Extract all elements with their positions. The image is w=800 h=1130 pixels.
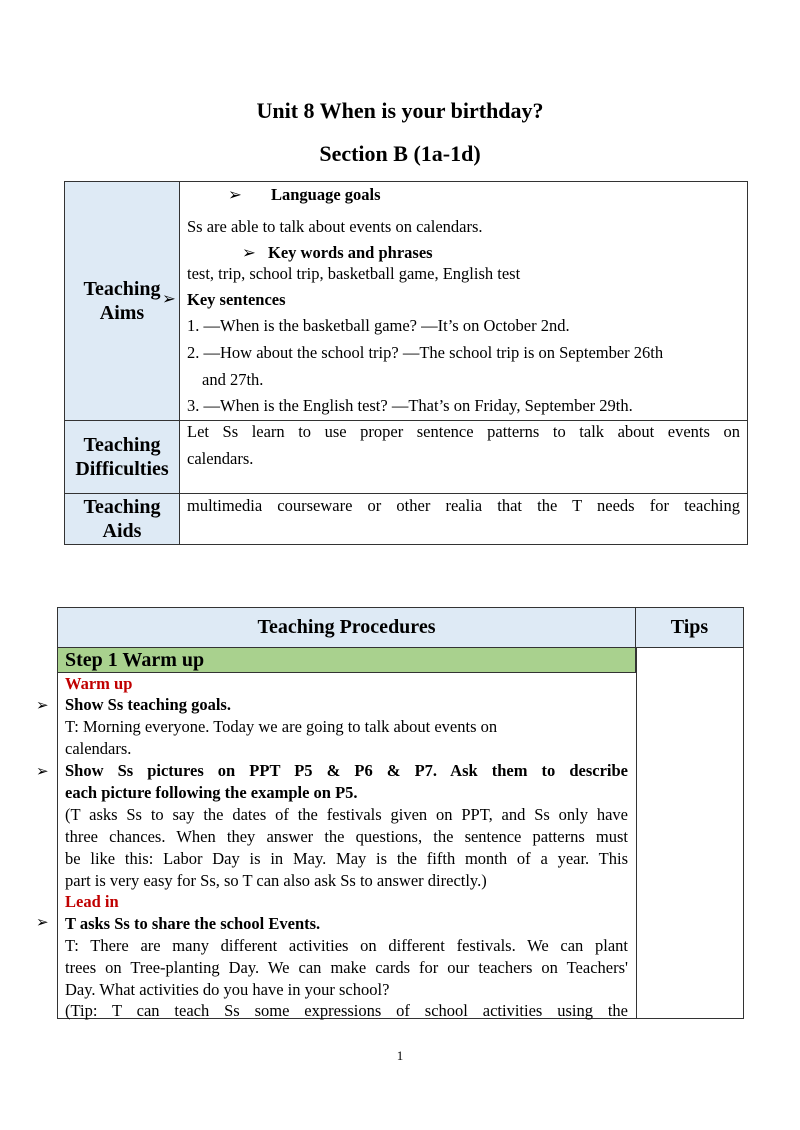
show-pictures-1: Show Ss pictures on PPT P5 & P6 & P7. Ask them to describe (65, 761, 628, 780)
sentence-1: 1. —When is the basketball game? —It’s on October 2nd. (187, 316, 570, 335)
difficulties-line-1: Let Ss learn to use proper sentence patterns to talk about events on (187, 422, 740, 441)
key-words-text: test, trip, school trip, basketball game, English test (187, 264, 521, 283)
procedures-table (57, 607, 744, 1019)
tips-column (636, 648, 743, 1018)
sentence-3: 3. —When is the English test? —That’s on Friday, September 29th. (187, 396, 633, 415)
goals-line-2: calendars. (65, 739, 132, 758)
arrow-bullet-icon: ➢ (162, 289, 176, 308)
aids-line-1: multimedia courseware or other realia that the T needs for teaching (187, 496, 740, 515)
note-line-3: be like this: Labor Day is in May. May is the fifth month of a year. This (65, 849, 628, 868)
show-goals: Show Ss teaching goals. (65, 695, 231, 714)
step-1-heading: Step 1 Warm up (58, 648, 636, 673)
teaching-overview-table (64, 181, 748, 545)
arrow-bullet-icon: ➢ (36, 915, 49, 931)
aims-label: Teaching Aims (65, 182, 180, 420)
language-goals-heading: Language goals (271, 185, 381, 204)
share-events: T asks Ss to share the school Events. (65, 914, 321, 933)
share-line-2: trees on Tree-planting Day. We can make cards for our teachers on Teachers' (65, 958, 628, 977)
procedures-header: Teaching Procedures (58, 608, 636, 648)
arrow-bullet-icon: ➢ (242, 243, 256, 262)
arrow-bullet-icon: ➢ (36, 764, 49, 780)
arrow-bullet-icon: ➢ (36, 698, 49, 714)
lead-in-label: Lead in (65, 892, 119, 911)
aims-content (162, 182, 747, 420)
share-line-3: Day. What activities do you have in your school? (65, 980, 390, 999)
difficulties-content (180, 421, 747, 493)
aids-content (180, 494, 747, 544)
difficulties-line-2: calendars. (187, 449, 254, 468)
warm-up-label: Warm up (65, 674, 133, 693)
section-subtitle: Section B (1a-1d) (319, 141, 481, 166)
tips-header: Tips (636, 608, 743, 648)
goals-line-1: T: Morning everyone. Today we are going to talk about events on (65, 717, 498, 736)
difficulties-row (65, 421, 747, 494)
document-title: Unit 8 When is your birthday? (256, 98, 544, 123)
sentence-2: 2. —How about the school trip? —The school trip is on September 26th (187, 343, 664, 362)
page-number: 1 (396, 1048, 404, 1063)
aids-label: Teaching Aids (65, 494, 180, 544)
key-words-heading: Key words and phrases (268, 243, 433, 262)
tip-line-1: (Tip: T can teach Ss some expressions of school activities using the (65, 1001, 628, 1020)
language-goals-text: Ss are able to talk about events on calendars. (187, 217, 483, 236)
sentence-2-cont: and 27th. (202, 370, 264, 389)
note-line-1: (T asks Ss to say the dates of the festivals given on PPT, and Ss only have (65, 805, 628, 824)
difficulties-label: Teaching Difficulties (65, 421, 180, 493)
key-sentences-heading: Key sentences (187, 290, 286, 309)
aids-row (65, 494, 747, 544)
aims-row (65, 182, 747, 421)
note-line-2: three chances. When they answer the questions, the sentence patterns must (65, 827, 628, 846)
arrow-bullet-icon: ➢ (228, 185, 242, 204)
show-pictures-2: each picture following the example on P5. (65, 783, 358, 802)
share-line-1: T: There are many different activities on different festivals. We can plant (65, 936, 628, 955)
note-line-4: part is very easy for Ss, so T can also ask Ss to answer directly.) (65, 871, 487, 890)
